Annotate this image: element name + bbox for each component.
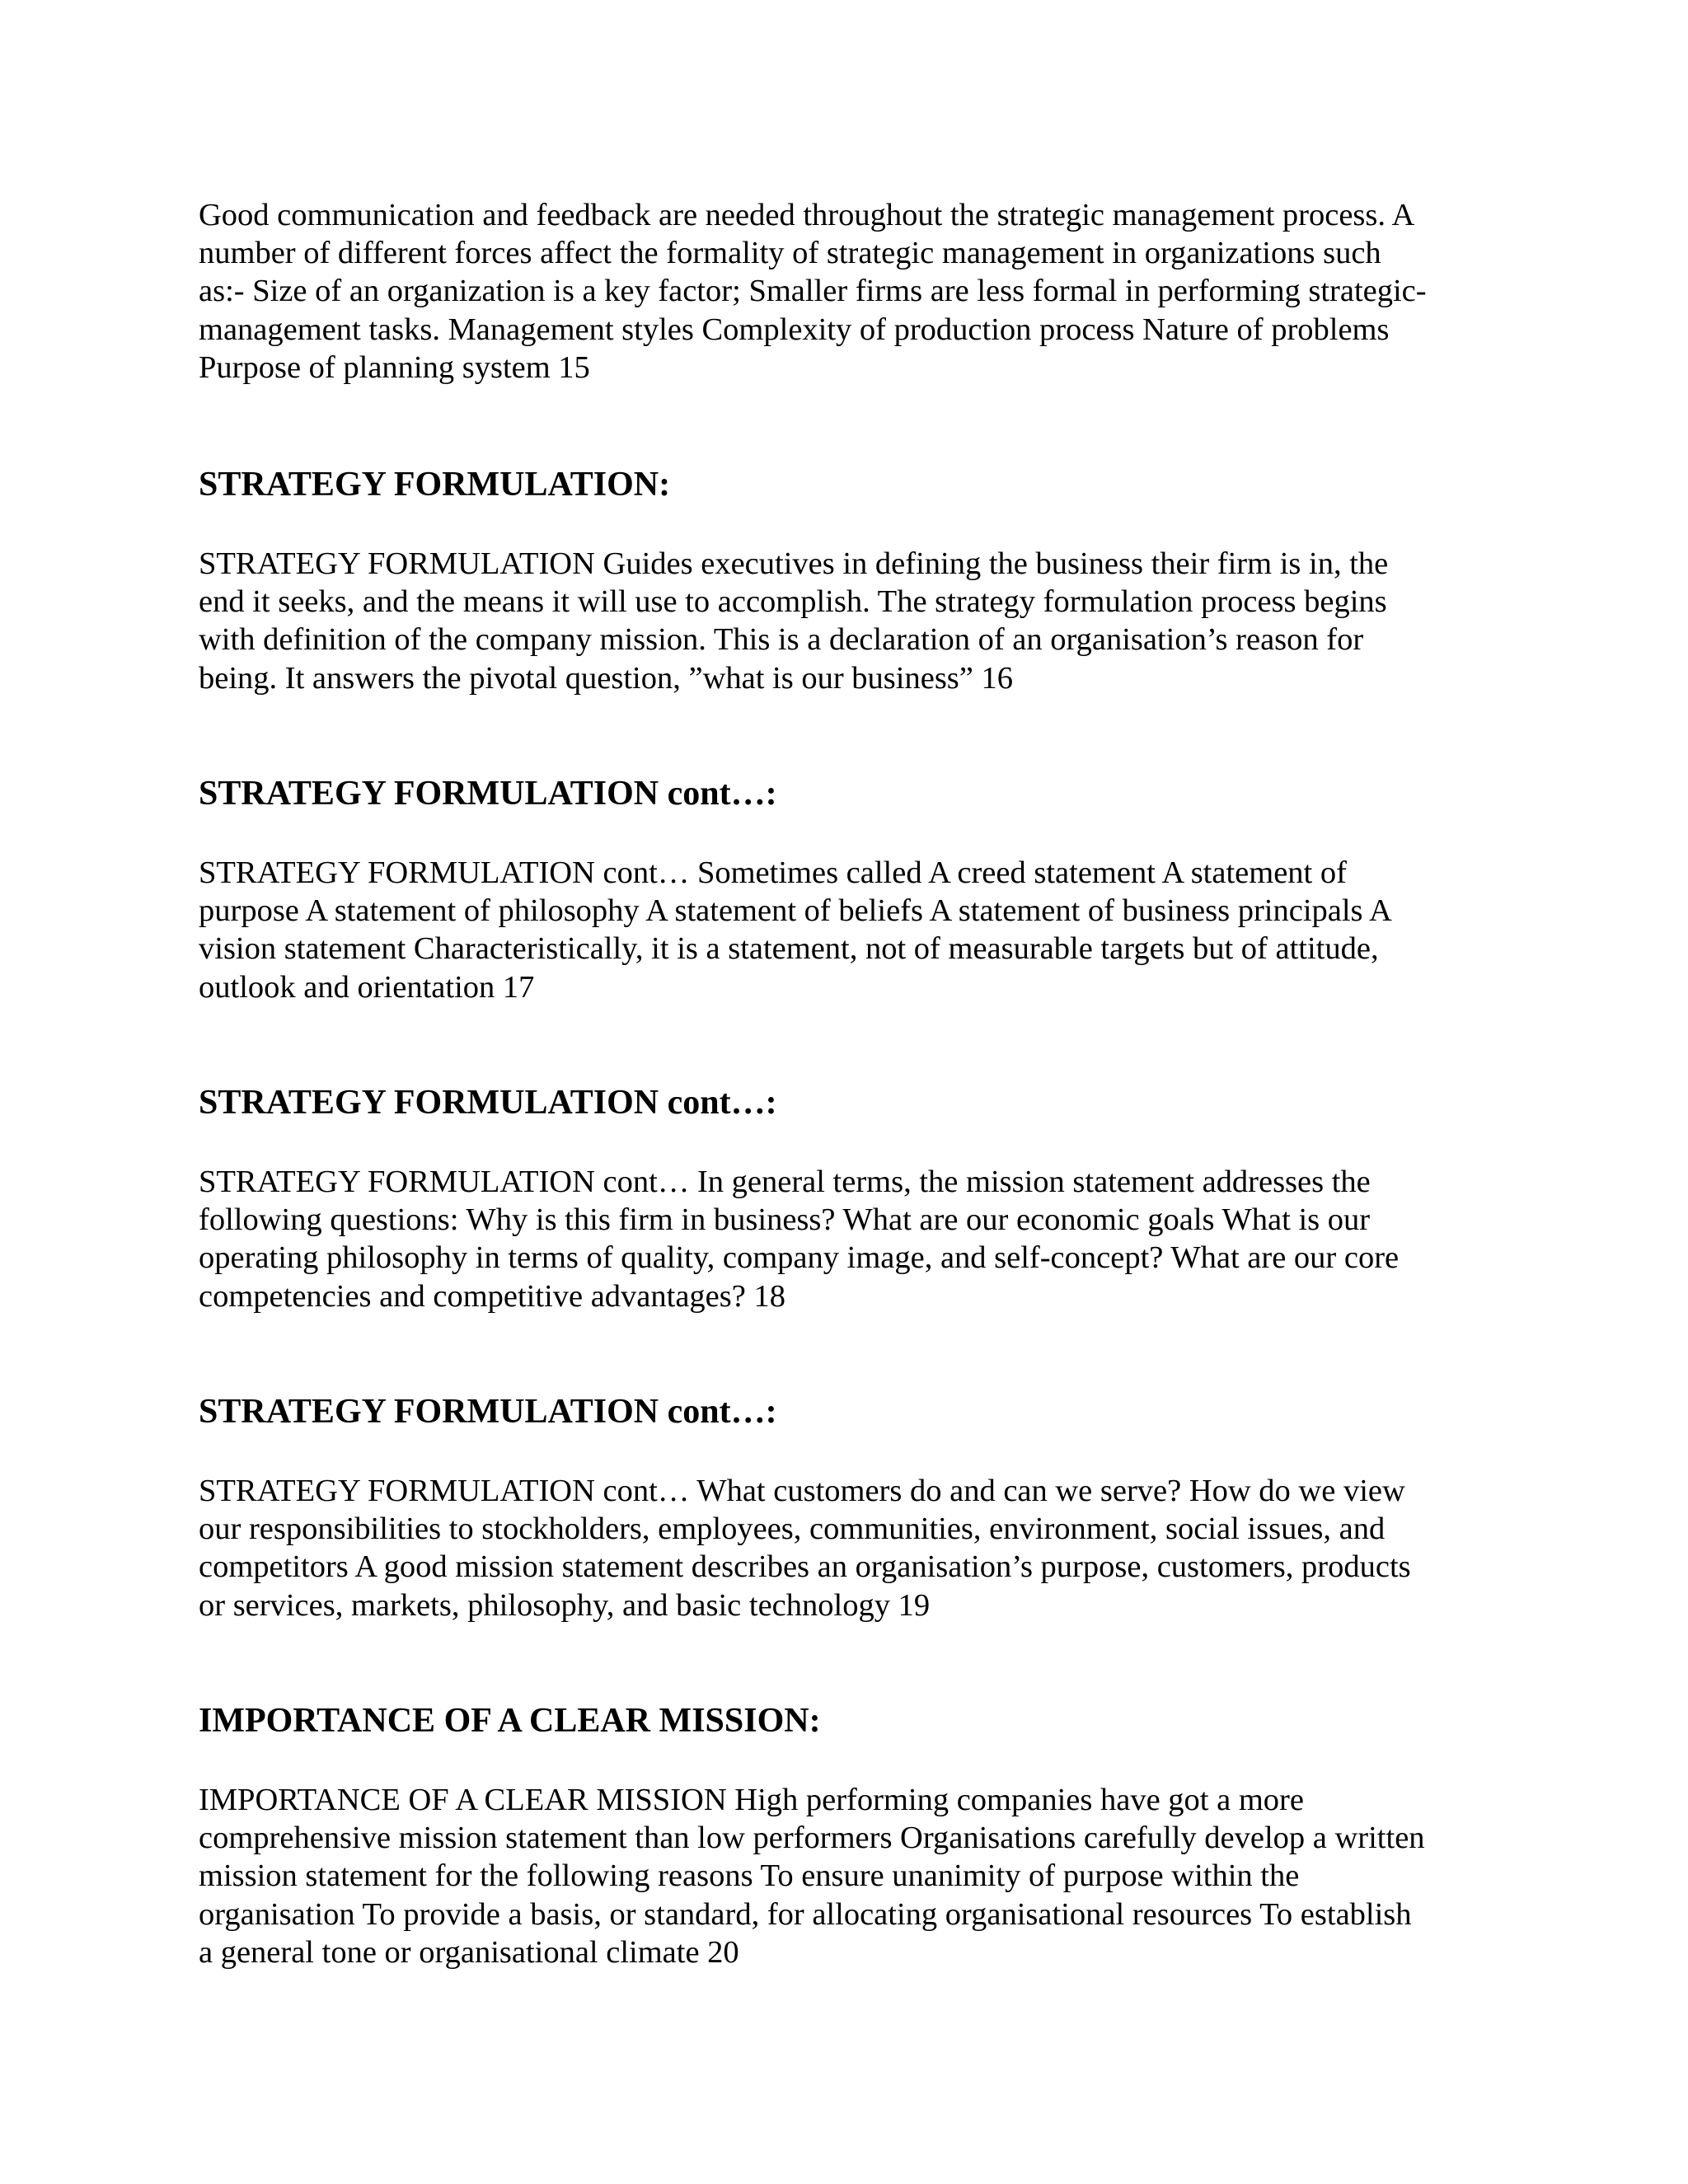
paragraph-line: or services, markets, philosophy, and basic technology 19: [199, 1587, 931, 1623]
paragraph-line: a general tone or organisational climate 20: [199, 1934, 739, 1970]
section-heading: STRATEGY FORMULATION cont…:: [199, 1084, 777, 1122]
paragraph-line: Purpose of planning system 15: [199, 349, 590, 385]
section-paragraph: [199, 1781, 1484, 1971]
paragraph-line: STRATEGY FORMULATION cont… Sometimes called A creed statement A statement of: [199, 855, 1347, 890]
paragraph-line: organisation To provide a basis, or standard, for allocating organisational resources To establish: [199, 1896, 1412, 1932]
paragraph-line: our responsibilities to stockholders, employees, communities, environment, social issues, and: [199, 1511, 1386, 1547]
section-heading: STRATEGY FORMULATION:: [199, 466, 671, 504]
section-heading: STRATEGY FORMULATION cont…:: [199, 775, 777, 813]
section-heading: STRATEGY FORMULATION cont…:: [199, 1393, 777, 1431]
paragraph-line: following questions: Why is this firm in business? What are our economic goals What is our: [199, 1202, 1371, 1238]
paragraph-line: being. It answers the pivotal question, ”what is our business” 16: [199, 660, 1013, 696]
paragraph-line: end it seeks, and the means it will use to accomplish. The strategy formulation process begins: [199, 584, 1387, 620]
intro-paragraph: [199, 196, 1484, 387]
paragraph-line: vision statement Characteristically, it is a statement, not of measurable targets but of attitude,: [199, 931, 1379, 967]
section-heading: IMPORTANCE OF A CLEAR MISSION:: [199, 1702, 821, 1740]
paragraph-line: mission statement for the following reasons To ensure unanimity of purpose within the: [199, 1858, 1300, 1894]
paragraph-line: outlook and orientation 17: [199, 969, 535, 1005]
paragraph-line: Good communication and feedback are needed throughout the strategic management process. A: [199, 198, 1415, 232]
paragraph-line: competitors A good mission statement describes an organisation’s purpose, customers, products: [199, 1549, 1411, 1585]
section-paragraph: [199, 545, 1484, 697]
paragraph-line: operating philosophy in terms of quality, company image, and self-concept? What are our core: [199, 1240, 1400, 1276]
paragraph-line: with definition of the company mission. This is a declaration of an organisation’s reason for: [199, 622, 1364, 658]
section-paragraph: [199, 1163, 1484, 1315]
paragraph-line: STRATEGY FORMULATION cont… What customers do and can we serve? How do we view: [199, 1474, 1405, 1508]
paragraph-line: IMPORTANCE OF A CLEAR MISSION High performing companies have got a more: [199, 1783, 1304, 1817]
paragraph-line: competencies and competitive advantages? 18: [199, 1278, 785, 1314]
paragraph-line: comprehensive mission statement than low performers Organisations carefully develop a written: [199, 1821, 1425, 1856]
paragraph-line: purpose A statement of philosophy A statement of beliefs A statement of business principals A: [199, 893, 1392, 929]
paragraph-line: STRATEGY FORMULATION cont… In general terms, the mission statement addresses the: [199, 1165, 1371, 1199]
section-paragraph: [199, 854, 1484, 1006]
paragraph-line: STRATEGY FORMULATION Guides executives in defining the business their firm is in, the: [199, 546, 1389, 581]
paragraph-line: management tasks. Management styles Complexity of production process Nature of problems: [199, 312, 1390, 347]
section-paragraph: [199, 1472, 1484, 1624]
paragraph-line: number of different forces affect the formality of strategic management in organizations such: [199, 236, 1381, 271]
paragraph-line: as:- Size of an organization is a key factor; Smaller firms are less formal in performing strategic-: [199, 274, 1427, 309]
